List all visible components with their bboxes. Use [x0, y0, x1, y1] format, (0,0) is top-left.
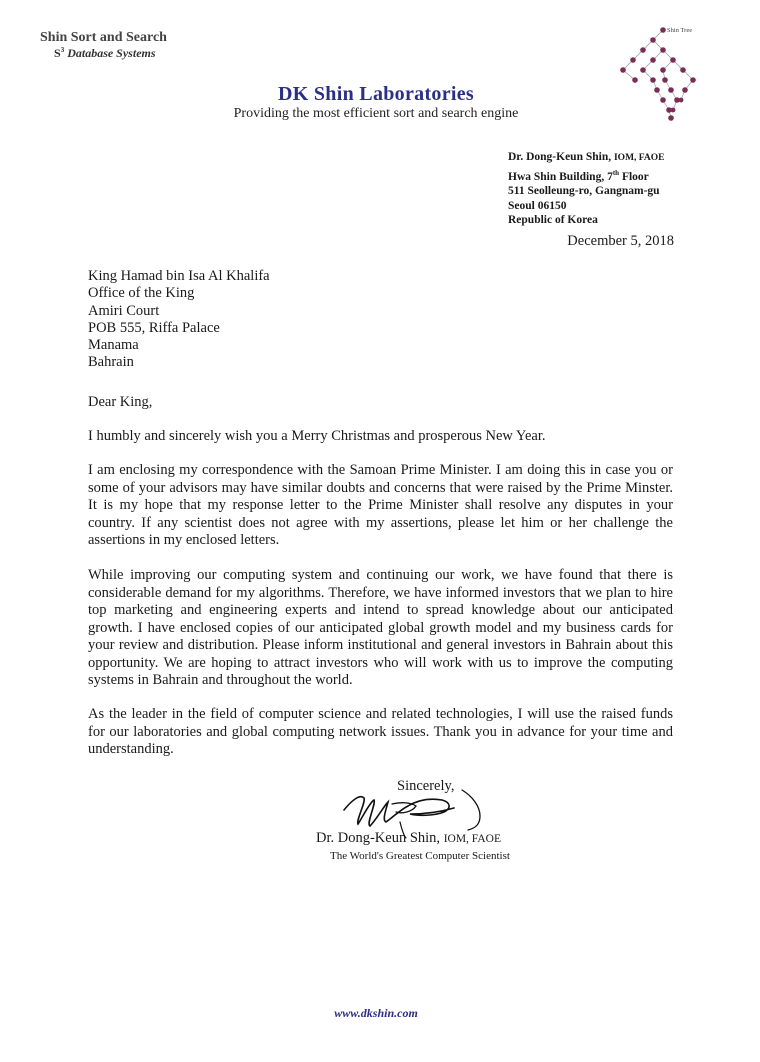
footer-website: www.dkshin.com [334, 1006, 418, 1020]
recipient-line: Manama [88, 337, 139, 354]
shin-tree-label: Shin Tree [667, 27, 693, 34]
body-paragraph-3: While improving our computing system and continuing our work, we have found that there is considerable demand for my algorithms. Therefore, we have informed investors that we plan to hire top marketing and engineering experts and intend to spread knowledge about our anticipated growth. I have enclosed copies of our anticipated global growth model and my business cards for your review and distribution. Please inform institutional and general investors in Bahrain about this opportunity. We are hoping to attract investors who will work with us to improve the computing systems in Bahrain and throughout the world. [88, 567, 673, 688]
salutation: Dear King, [88, 394, 153, 410]
signature-title: The World's Greatest Computer Scientist [330, 850, 510, 862]
sender-country-line: Republic of Korea [508, 214, 598, 227]
sender-building-line: Hwa Shin Building, 7th Floor [508, 168, 649, 183]
lab-title: DK Shin Laboratories [277, 83, 475, 105]
recipient-line: POB 555, Riffa Palace [88, 319, 220, 336]
body-paragraph-1: I humbly and sincerely wish you a Merry Christmas and prosperous New Year. [88, 428, 546, 444]
sender-name-line: Dr. Dong-Keun Shin, IOM, FAOE [508, 151, 665, 163]
sender-address-block [508, 150, 664, 228]
body-paragraph-2: I am enclosing my correspondence with the Samoan Prime Minister. I am doing this in case you or some of your advisors may have similar doubts and concerns that were raised by the Prime Minster. It is my hope that my response letter to the Prime Minister shall resolve any disputes in your country. If any scientist does not agree with my assertions, please let him or her challenge the assertions in my enclosed letters. [88, 462, 673, 548]
brand-subtitle [54, 46, 156, 61]
lab-tagline: Providing the most efficient sort and search engine [233, 106, 519, 121]
recipient-line: Bahrain [88, 354, 134, 371]
sender-city-line: Seoul 06150 [508, 199, 567, 212]
signature-name: Dr. Dong-Keun Shin, IOM, FAOE [316, 830, 501, 846]
recipient-address-block [88, 268, 270, 372]
body-paragraph-4: As the leader in the field of computer science and related technologies, I will use the raised funds for our laboratories and global computing network issues. Thank you in advance for your time and understanding. [88, 706, 673, 757]
brand-subtitle-mark: $S^3$ [54, 46, 65, 60]
brand-subtitle-text: Database Systems [67, 46, 156, 60]
closing: Sincerely, [397, 778, 455, 794]
recipient-line: Office of the King [88, 285, 195, 302]
sender-street-line: 511 Seolleung-ro, Gangnam-gu [508, 185, 660, 198]
recipient-line: Amiri Court [88, 302, 160, 319]
recipient-line: King Hamad bin Isa Al Khalifa [88, 268, 270, 284]
brand-name: Shin Sort and Search [40, 30, 167, 45]
letter-date: December 5, 2018 [567, 233, 674, 249]
